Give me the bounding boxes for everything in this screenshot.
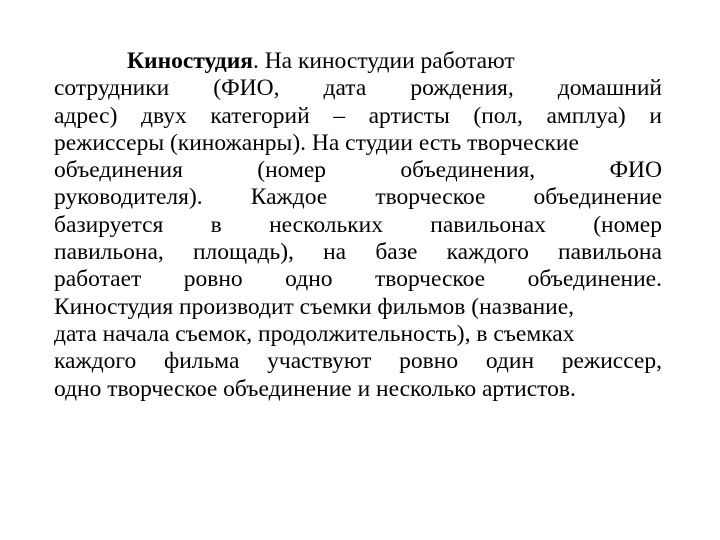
word: (номер (257, 157, 327, 184)
text-line-13: одно творческое объединение и несколько артистов. (54, 375, 576, 402)
word: на (323, 239, 347, 266)
word: базе (375, 239, 418, 266)
emphasized-term: Киностудия (127, 48, 253, 74)
word: павильонах (430, 211, 546, 238)
text-line-1 (54, 48, 662, 75)
word: (пол, (473, 102, 523, 129)
word: (ФИО, (213, 75, 280, 102)
word: амплуа) (546, 102, 626, 129)
text-line-4: режиссеры (киножанры). На студии есть творческие (54, 129, 579, 156)
word: одно (285, 266, 333, 293)
word: категорий (210, 102, 310, 129)
word: двух (141, 102, 187, 129)
word: объединение. (527, 266, 662, 293)
word: рождения, (410, 75, 514, 102)
text-line-12 (54, 348, 662, 375)
word: объединения (54, 157, 183, 184)
word: нескольких (269, 211, 383, 238)
word: базируется (54, 211, 164, 238)
text-line-5 (54, 157, 662, 184)
word: творческое (375, 266, 486, 293)
word: режиссер, (561, 348, 662, 375)
word: один (485, 348, 535, 375)
word: в (210, 211, 222, 238)
word: сотрудники (54, 75, 170, 102)
word: павильона, (54, 239, 164, 266)
word: адрес) (54, 102, 118, 129)
word: павильона (558, 239, 662, 266)
word: (номер (593, 211, 662, 238)
word: творческое (375, 184, 486, 211)
task-description-text (54, 48, 662, 403)
word: фильма (164, 348, 240, 375)
word: работает (54, 266, 142, 293)
text-fragment: . На киностудии работают (252, 48, 515, 74)
word: артисты (368, 102, 450, 129)
word: домашний (557, 75, 662, 102)
word: руководителя). (54, 184, 203, 211)
text-line-9 (54, 266, 662, 293)
word: площадь), (192, 239, 294, 266)
text-line-3 (54, 103, 662, 130)
word: каждого (446, 239, 529, 266)
text-line-2 (54, 75, 662, 102)
word: объединения, (400, 157, 536, 184)
text-line-10: Киностудия производит съемки фильмов (название, (54, 293, 575, 320)
word: Каждое (250, 184, 328, 211)
word: каждого (54, 348, 137, 375)
text-line-6 (54, 184, 662, 211)
text-line-8 (54, 239, 662, 266)
word: ровно (399, 348, 459, 375)
word: дата (323, 75, 367, 102)
word: ровно (183, 266, 243, 293)
word: объединение (533, 184, 662, 211)
word: и (649, 102, 662, 129)
text-line-11: дата начала съемок, продолжительность), в съемках (54, 320, 575, 347)
word: – (333, 102, 345, 129)
word: участвуют (267, 348, 372, 375)
word: ФИО (609, 157, 662, 184)
text-line-7 (54, 212, 662, 239)
